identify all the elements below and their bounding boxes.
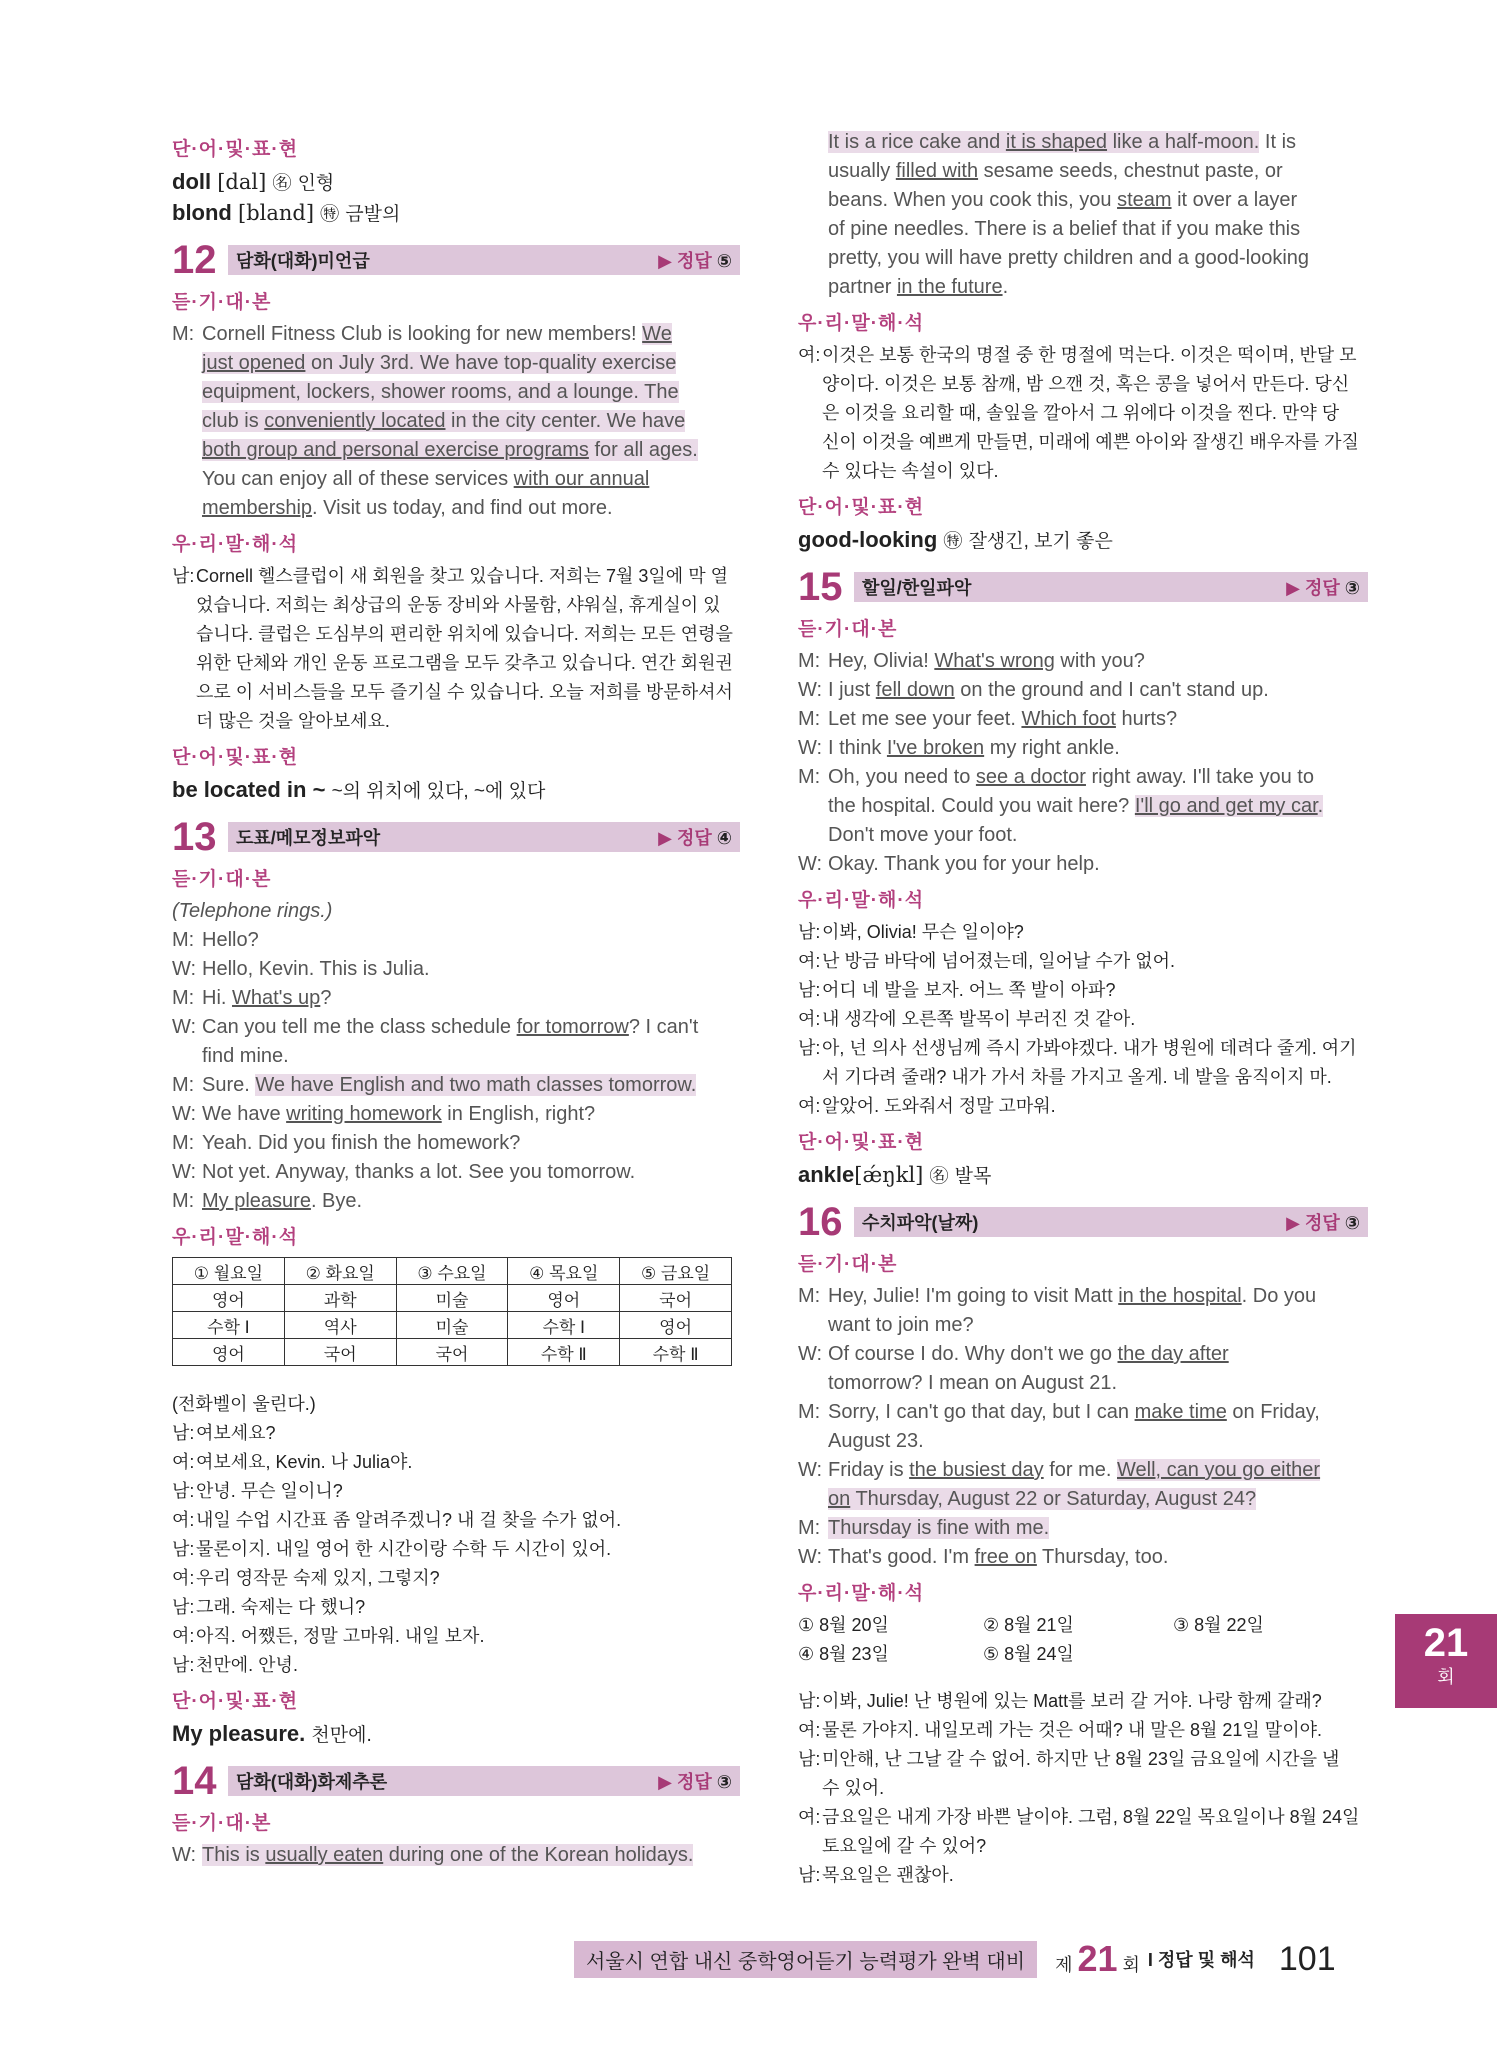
round-number: 21 [1423, 1621, 1469, 1665]
translation-label: 우·리·말·해·석 [172, 534, 299, 555]
arrow-icon: ▶ 정답 [1286, 578, 1340, 598]
question-number: 12 [172, 238, 217, 282]
script-label: 듣·기·대·본 [798, 1254, 898, 1275]
vocab-word: doll [172, 169, 212, 194]
arrow-icon: ▶ 정답 [1286, 1213, 1340, 1233]
vocab-label: 단·어·및·표·현 [172, 1691, 299, 1712]
option: ① 8월 20일 [798, 1615, 889, 1635]
answer-value: ⑤ [716, 251, 732, 271]
question-category: 수치파악(날짜) [862, 1213, 979, 1233]
section-title: I 정답 및 해석 [1147, 1950, 1255, 1970]
question-number: 14 [172, 1759, 217, 1803]
option: ③ 8월 22일 [1173, 1615, 1264, 1635]
vocab-label: 단·어·및·표·현 [798, 1132, 925, 1153]
script-line: You can enjoy all of these services with our annual [202, 468, 650, 490]
round-badge [1395, 1614, 1497, 1708]
vocab-phonetic: [bland] [238, 201, 315, 225]
question-category: 담화(대화)미언급 [236, 251, 370, 271]
table-row: 영어 과학 미술 영어 국어 [173, 1285, 732, 1312]
script-label: 듣·기·대·본 [172, 869, 272, 890]
arrow-icon: ▶ 정답 [658, 1772, 712, 1792]
q12-vocab: be located in ~ ~의 위치에 있다, ~에 있다 [172, 777, 546, 802]
option: ⑤ 8월 24일 [983, 1644, 1074, 1664]
script-line: M: Cornell Fitness Club is looking for new members! We [172, 323, 672, 345]
q16-translation: 남: 이봐, Julie! 난 병원에 있는 Matt를 보러 갈 거야. 나랑 함께 갈래? 여: 물론 가야지. 내일모레 가는 것은 어때? 내 말은 8월 21일 말이야. 남: 미안해, 난 그날 갈 수 없어. 하지만 난 8월 23일 금요일에 시간을 낼 수 있어. 여: 금요일은 내게 가장 바쁜 날이야. 그럼, 8월 22일 목요일이나 8월 24일 토요일에 갈 수 있어? 남: 목요일은 괜찮아. [798, 1691, 1360, 1885]
question-category: 담화(대화)화제추론 [236, 1772, 388, 1792]
vocab-entry-doll [172, 167, 740, 198]
question-bar [228, 822, 740, 852]
q13-script: (Telephone rings.) M: Hello? W: Hello, Kevin. This is Julia. M: Hi. What's up? W: Can you tell me the class schedule for tomorrow? I can't find mine. M: Sure. We have English and two math classes tomorrow. W: We have writing homework in English, right? M: Yeah. Did you finish the homework? W: Not yet. Anyway, thanks a lot. See you tomorrow. M: My pleasure. Bye. [172, 900, 699, 1212]
script-line: just opened on July 3rd. We have top-quality exercise [202, 352, 677, 374]
vocab-pos: ㊕ [320, 204, 340, 225]
q15-vocab: ankle[ǽŋkl] ㊔ 발목 [798, 1162, 992, 1187]
schedule-table [172, 1257, 732, 1366]
question-category: 도표/메모정보파악 [236, 828, 381, 848]
vocab-label: 단·어·및·표·현 [172, 747, 299, 768]
round-word: 회 [1437, 1667, 1455, 1687]
question-12-header [172, 238, 740, 282]
arrow-icon: ▶ 정답 [658, 828, 712, 848]
q15-translation: 남: 이봐, Olivia! 무슨 일이야? 여: 난 방금 바닥에 넘어졌는데, 일어날 수가 없어. 남: 어디 네 발을 보자. 어느 쪽 발이 아파? 여: 내 생각에 오른쪽 발목이 부러진 것 같아. 남: 아, 넌 의사 선생님께 즉시 가봐야겠다. 내가 병원에 데려다 줄게. 여기 서 기다려 줄래? 내가 가서 차를 가지고 올게. 네 발을 움직이지 마. 여: 알았어. 도와줘서 정말 고마워. [798, 922, 1357, 1116]
vocab-word: blond [172, 200, 232, 225]
arrow-icon: ▶ 정답 [658, 251, 712, 271]
question-number: 16 [798, 1200, 843, 1244]
translation-label: 우·리·말·해·석 [172, 1227, 299, 1248]
question-number: 15 [798, 565, 843, 609]
answer-label [658, 247, 732, 273]
question-number: 13 [172, 815, 217, 859]
question-16-header [798, 1200, 1368, 1244]
question-15-header [798, 565, 1368, 609]
table-row: 수학 Ⅰ 역사 미술 수학 Ⅰ 영어 [173, 1312, 732, 1339]
question-14-header [172, 1759, 740, 1803]
vocab-meaning: 인형 [297, 173, 335, 194]
script-line: equipment, lockers, shower rooms, and a lounge. The [202, 381, 679, 403]
q13-vocab: My pleasure. 천만에. [172, 1721, 372, 1746]
question-bar [228, 245, 740, 275]
q12-script [172, 320, 740, 523]
answer-label: ▶ 정답 ③ [658, 1772, 732, 1792]
vocab-entry-blond [172, 198, 740, 229]
round-label: 제 21 회 [1055, 1938, 1140, 1979]
script-line: membership. Visit us today, and find out more. [202, 497, 613, 519]
answer-options [798, 1611, 1368, 1669]
q14-translation: 여: 이것은 보통 한국의 명절 중 한 명절에 먹는다. 이것은 떡이며, 반달 모 양이다. 이것은 보통 참깨, 밤 으깬 것, 혹은 콩을 넣어서 만든다. 당신 은 이것을 요리할 때, 솔잎을 깔아서 그 위에다 이것을 찐다. 만약 당 신이 이것을 예쁘게 만들면, 미래에 예쁜 아이와 잘생긴 배우자를 가질 수 있다는 속설이 있다. [798, 345, 1359, 481]
vocab-label: 단·어·및·표·현 [172, 139, 299, 160]
option: ④ 8월 23일 [798, 1644, 889, 1664]
q14-script-start: W: This is usually eaten during one of the Korean holidays. [172, 1844, 694, 1866]
page-number: 101 [1278, 1939, 1336, 1978]
vocab-phonetic: [dal] [217, 170, 267, 194]
translation-label: 우·리·말·해·석 [798, 313, 925, 334]
script-label: 듣·기·대·본 [172, 292, 272, 313]
question-13-header [172, 815, 740, 859]
question-bar [228, 1766, 740, 1796]
table-header-row: ① 월요일 ② 화요일 ③ 수요일 ④ 목요일 ⑤ 금요일 [173, 1258, 732, 1285]
answer-label: ▶ 정답 ③ [1286, 578, 1360, 598]
translation-label: 우·리·말·해·석 [798, 1583, 925, 1604]
question-bar [854, 1207, 1368, 1237]
question-category: 할일/한일파악 [862, 578, 972, 598]
q13-translation: (전화벨이 울린다.) 남: 여보세요? 여: 여보세요, Kevin. 나 Julia야. 남: 안녕. 무슨 일이니? 여: 내일 수업 시간표 좀 알려주겠니? 내 걸 찾을 수가 없어. 남: 물론이지. 내일 영어 한 시간이랑 수학 두 시간이 있어. 여: 우리 영작문 숙제 있지, 그렇지? 남: 그래. 숙제는 다 했니? 여: 아직. 어쨌든, 정말 고마워. 내일 보자. 남: 천만에. 안녕. [172, 1394, 622, 1675]
option: ② 8월 21일 [983, 1615, 1074, 1635]
answer-label: ▶ 정답 ④ [658, 828, 732, 848]
vocab-pos: ㊔ [272, 173, 292, 194]
q16-script: M: Hey, Julie! I'm going to visit Matt in the hospital. Do you want to join me? W: Of course I do. Why don't we go the day after tomorrow? I mean on August 21. M: Sorry, I can't go that day, but I can make time on Friday, August 23. W: Friday is the busiest day for me. Well, can you go either on Thursday, August 22 or Saturday, August 24? M: Thursday is fine with me. W: That's good. I'm free on Thursday, too. [798, 1285, 1321, 1568]
script-label: 듣·기·대·본 [798, 619, 898, 640]
table-row: 영어 국어 국어 수학 Ⅱ 수학 Ⅱ [173, 1339, 732, 1366]
series-title: 서울시 연합 내신 중학영어듣기 능력평가 완벽 대비 [574, 1941, 1037, 1978]
vocab-label: 단·어·및·표·현 [798, 497, 925, 518]
script-line: both group and personal exercise programs for all ages. [202, 439, 698, 461]
right-column [798, 128, 1368, 1890]
vocab-meaning: 금발의 [345, 204, 401, 225]
page-footer [574, 1934, 1394, 1984]
q15-script: M: Hey, Olivia! What's wrong with you? W: I just fell down on the ground and I can't stand up. M: Let me see your feet. Which foot hurts? W: I think I've broken my right ankle. M: Oh, you need to see a doctor right away. I'll take you to the hospital. Could you wait here? I'll go and get my car. Don't move your foot. W: Okay. Thank you for your help. [798, 650, 1324, 875]
q14-script-cont: It is a rice cake and it is shaped like a half-moon. It is usually filled with sesame seeds, chestnut paste, or beans. When you cook this, you steam it over a layer of pine needles. There is a belief that if you make this pretty, you will have pretty children and a good-looking partner in the future. [828, 131, 1310, 298]
left-column [172, 128, 740, 1870]
script-label: 듣·기·대·본 [172, 1813, 272, 1834]
answer-label: ▶ 정답 ③ [1286, 1213, 1360, 1233]
script-line: club is conveniently located in the city center. We have [202, 410, 686, 432]
q14-vocab: good-looking ㊕ 잘생긴, 보기 좋은 [798, 527, 1113, 552]
translation-label: 우·리·말·해·석 [798, 890, 925, 911]
q12-translation: 남: Cornell 헬스클럽이 새 회원을 찾고 있습니다. 저희는 7월 3일에 막 열 었습니다. 저희는 최상급의 운동 장비와 사물함, 샤워실, 휴게실이 있 습니다. 클럽은 도심부의 편리한 위치에 있습니다. 저희는 모든 연령을 위한 단체와 개인 운동 프로그램을 모두 갖추고 있습니다. 연간 회원권 으로 이 서비스들을 모두 즐기실 수 있습니다. 오늘 저희를 방문하셔서 더 많은 것을 알아보세요. [172, 566, 733, 731]
question-bar [854, 572, 1368, 602]
